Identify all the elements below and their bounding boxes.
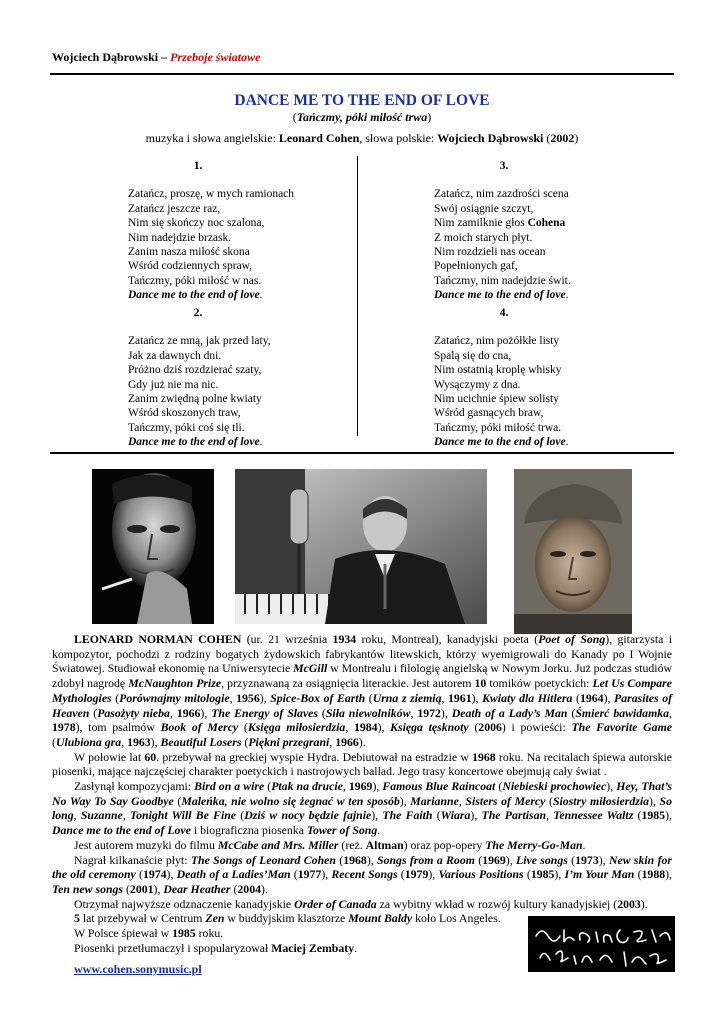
verse-line xyxy=(128,406,271,420)
bio-run: ), xyxy=(554,867,565,882)
verse-line-run: Z moich starych płyt. xyxy=(434,231,533,244)
verse-line xyxy=(434,187,574,201)
bio-paragraph xyxy=(52,838,672,853)
bio-run: tomików poetyckich: xyxy=(486,676,593,691)
bio-run: Live songs xyxy=(516,852,568,867)
bio-run: 2006 xyxy=(478,720,502,735)
bio-run: The Faith xyxy=(382,808,433,823)
bio-paragraph xyxy=(52,853,672,897)
verse-line-run: Popełnionych gaf, xyxy=(434,260,518,273)
verse-line-run: Nim ostatnią kroplę whisky xyxy=(434,364,562,377)
bio-run: Tower of Song xyxy=(306,823,378,838)
bio-run: McGill xyxy=(293,661,328,676)
bio-run: ). xyxy=(358,734,366,749)
bio-paragraph xyxy=(52,750,672,779)
bio-run: Marianne xyxy=(410,793,459,808)
bio-run: koło Los Angeles. xyxy=(412,911,501,926)
verse-line xyxy=(434,231,574,245)
bio-run: I’m Your Man xyxy=(564,867,635,882)
credits-run: Leonard Cohen xyxy=(278,131,360,145)
bio-run: ( xyxy=(545,793,553,808)
bio-run: 60 xyxy=(144,749,157,764)
credits-run: Wojciech Dąbrowski xyxy=(437,131,544,145)
bio-run: Maleńka, nie wolno się żegnać w ten sposób xyxy=(181,793,400,808)
verse-line-run: . xyxy=(259,436,263,449)
bio-run: ( xyxy=(241,734,249,749)
bio-run: ( xyxy=(318,705,326,720)
bio-run: 1934 xyxy=(332,632,357,646)
verse-line xyxy=(128,435,271,449)
verse-4 xyxy=(434,306,574,450)
bio-run: The Songs of Leonard Cohen xyxy=(190,852,336,867)
credits-run: ( xyxy=(543,131,551,145)
bio-run: , xyxy=(329,734,336,749)
bio-run: , przyznawaną za osiągnięcia literackie. Jest autorem xyxy=(221,676,475,691)
bio-run: , xyxy=(546,808,554,823)
verse-1 xyxy=(128,159,294,303)
song-credits xyxy=(0,131,724,146)
verse-line-run: Wśród gasnących braw, xyxy=(434,407,544,420)
bio-run: ( xyxy=(634,867,642,882)
verse-line xyxy=(434,378,574,392)
bio-run: Tonight Will Be Fine xyxy=(130,808,237,823)
bio-run: Zasłynął kompozycjami: xyxy=(74,779,195,794)
bio-run: ), xyxy=(372,779,383,794)
verse-line xyxy=(128,421,271,435)
bio-run: (ur. 21 września xyxy=(241,632,333,646)
verse-line xyxy=(128,187,294,201)
bio-run: 5 xyxy=(74,911,80,926)
bio-run: , xyxy=(229,690,237,705)
bio-run: ), xyxy=(150,734,161,749)
bio-paragraph xyxy=(52,632,672,750)
bio-run: roku. xyxy=(195,926,224,941)
bio-run: Zen xyxy=(205,911,225,926)
verse-line xyxy=(128,231,294,245)
bio-run: . przebywał na greckiej wyspie Hydra. Debiutował na estradzie w xyxy=(156,749,473,764)
bio-run: ( xyxy=(89,705,98,720)
bio-run: ), tom psalmów xyxy=(75,720,161,735)
song-title: DANCE ME TO THE END OF LOVE xyxy=(234,92,490,109)
verse-3 xyxy=(434,159,574,303)
bio-run: Urna z ziemią xyxy=(372,690,442,705)
bio-run: Dance me to the end of Love xyxy=(52,823,191,838)
verse-line-run: Gdy już nie ma nic. xyxy=(128,378,219,391)
bio-run: ), xyxy=(259,690,271,705)
bio-run: ), xyxy=(505,852,516,867)
bio-run: Famous Blue Raincoat xyxy=(382,779,496,794)
bio-run: Otrzymał najwyższe odznaczenie kanadyjskie xyxy=(74,896,295,911)
bio-run: . xyxy=(377,823,381,838)
verse-line-run: Zatańcz ze mną, jak przed laty, xyxy=(128,335,271,348)
cohen-hat-photo-3 xyxy=(514,469,632,634)
bio-run: ( xyxy=(567,705,576,720)
verse-line xyxy=(128,216,294,230)
bio-run: Poet of Song xyxy=(538,632,606,646)
verse-line-run: Tańczmy, nim nadejdzie świt. xyxy=(434,274,571,287)
bio-run: Various Positions xyxy=(438,867,524,882)
bio-run: i biograficzna piosenka xyxy=(190,823,307,838)
verse-line xyxy=(128,378,271,392)
cohen-portrait-photo-1 xyxy=(92,469,214,624)
bio-run: 1985 xyxy=(641,808,666,823)
bio-run: Siła niewolników xyxy=(325,705,411,720)
bio-run: za wybitny wkład w rozwój kultury kanadyjskiej ( xyxy=(376,896,618,911)
bio-run: . xyxy=(582,837,586,852)
bio-run: ), xyxy=(603,690,615,705)
bio-run: ). xyxy=(261,881,268,896)
bio-run: ( xyxy=(264,779,272,794)
bio-run: , xyxy=(669,705,672,720)
bio-run: 1966 xyxy=(176,705,201,720)
bio-run: Songs from a Room xyxy=(377,852,475,867)
bio-run: Maciej Zembaty xyxy=(271,940,355,955)
bio-run: Death of a Lady’s Man xyxy=(451,705,568,720)
verse-line xyxy=(434,216,574,230)
bio-run: Bird on a wire xyxy=(194,779,265,794)
bio-run: , xyxy=(458,793,466,808)
bio-run: Nagrał kilkanaście płyt: xyxy=(74,852,191,867)
credits-run: , słowa polskie: xyxy=(359,131,438,145)
verse-line xyxy=(434,288,574,302)
verse-line xyxy=(128,288,294,302)
bio-run: ( xyxy=(495,779,503,794)
bio-run: 2001 xyxy=(129,881,154,896)
bio-run: 1968 xyxy=(472,749,496,764)
bio-run: 1985 xyxy=(530,867,555,882)
verse-line-run: Zatańcz, nim zazdrości scena xyxy=(434,188,569,201)
middle-divider xyxy=(50,452,674,454)
verse-line-run: Próżno dziś rozdzierać szaty, xyxy=(128,364,262,377)
bio-run: Beautiful Losers xyxy=(160,734,242,749)
bio-run: 10 xyxy=(474,676,487,691)
bio-run: ( xyxy=(474,852,483,867)
verse-line-run: Nim się skończy noc szalona, xyxy=(128,217,265,230)
bio-run: 2003 xyxy=(617,896,641,911)
verse-line-run: Dance me to the end of love xyxy=(128,289,260,302)
verse-line xyxy=(434,334,574,348)
bio-run: ( xyxy=(633,808,642,823)
bio-run: McCabe and Mrs. Miller xyxy=(217,837,339,852)
verse-line-run: Jak za dawnych dni. xyxy=(128,349,222,362)
bio-run: 2004 xyxy=(237,881,261,896)
verse-line-run: Nim nadejdzie brzask. xyxy=(128,231,232,244)
bio-run: roku. Na recitalach śpiewa autorskie piosenki, mające najczęściej charakter poetyckich i nastrojowych ballad. Jego trasy koncertowe obejmują cały świat . xyxy=(52,749,672,779)
bio-run: Order of Canada xyxy=(294,896,377,911)
bio-run: Pasożyty nieba xyxy=(97,705,170,720)
header-series: Przeboje światowe xyxy=(170,50,261,64)
bio-run: , xyxy=(342,779,349,794)
verse-line xyxy=(434,435,574,449)
bio-run: , xyxy=(122,808,130,823)
subtitle-close-paren: ) xyxy=(427,110,432,124)
bio-run: ( xyxy=(173,793,182,808)
bio-run: lat przebywał w Centrum xyxy=(79,911,206,926)
verse-line xyxy=(434,259,574,273)
verse-number: 2. xyxy=(193,307,203,319)
verse-line-run: Cohena xyxy=(527,217,566,230)
bio-run: ( xyxy=(111,690,120,705)
bio-run: ( xyxy=(397,867,405,882)
bio-run: ( xyxy=(572,690,580,705)
bio-run: ), xyxy=(665,808,672,823)
bio-run: , xyxy=(73,808,81,823)
bio-run: ), gitarzysta i kompozytor, pochodzi z rodziny bogatych żydowskich fabrykantów litewskich, którzy wyemigrowali do Kanady po I Wojnie Światowej. Studiował ekonomię na Uniwersytecie xyxy=(52,632,672,676)
bio-run: ), xyxy=(471,690,483,705)
verse-line-run: . xyxy=(565,289,569,302)
bio-run: Ptak na drucie xyxy=(271,779,343,794)
verse-line xyxy=(434,421,574,435)
bio-run: 1968 xyxy=(343,852,367,867)
bio-run: ( xyxy=(123,881,130,896)
bio-run: Tennessee Waltz xyxy=(553,808,634,823)
bio-run: w Montrealu i filologię angielską w Nowym Jorku. Już podczas studiów zdobył nagrodę xyxy=(52,661,672,691)
bio-run: So long xyxy=(52,793,672,823)
verse-line xyxy=(128,363,271,377)
bio-run: , xyxy=(410,705,418,720)
bio-run: ), xyxy=(371,808,383,823)
bio-paragraph xyxy=(52,911,512,926)
bio-run: The Favorite Game xyxy=(571,720,672,735)
verse-line-run: Wśród codziennych spraw, xyxy=(128,260,253,273)
bio-run: Suzanne xyxy=(80,808,123,823)
cohen-website-link[interactable]: www.cohen.sonymusic.pl xyxy=(74,962,202,976)
bio-paragraph xyxy=(52,941,512,956)
bio-paragraph xyxy=(52,926,512,941)
verse-line-run: Zanim nasza miłość skona xyxy=(128,246,250,259)
bio-run: Sisters of Mercy xyxy=(465,793,546,808)
bio-run: 1966 xyxy=(335,734,359,749)
bio-run: ). xyxy=(640,896,648,911)
bio-run: ), xyxy=(166,867,177,882)
bio-run: ( xyxy=(135,867,143,882)
bio-run: The Partisan xyxy=(481,808,547,823)
verse-line xyxy=(434,245,574,259)
verse-number: 3. xyxy=(499,160,509,172)
verse-number: 1. xyxy=(193,160,203,172)
cohen-studio-photo-2 xyxy=(235,469,487,624)
credits-run: muzyka i słowa angielskie: xyxy=(145,131,279,145)
bio-run: 1973 xyxy=(575,852,599,867)
verse-line-run: Wysączymy z dna. xyxy=(434,378,521,391)
verse-line xyxy=(434,349,574,363)
verse-line-run: Tańczmy, póki miłość trwa. xyxy=(434,421,562,434)
bio-run: Spice-Box of Earth xyxy=(270,690,366,705)
bio-run: Dziś w nocy będzie fajnie xyxy=(244,808,372,823)
bio-paragraph xyxy=(52,779,672,838)
verse-line-run: Spalą się do cna, xyxy=(434,349,512,362)
bio-run: Jest autorem muzyki do filmu xyxy=(74,837,218,852)
verse-2 xyxy=(128,306,271,450)
song-subtitle xyxy=(0,110,724,125)
verse-line-run: Dance me to the end of love xyxy=(128,436,260,449)
bio-run: 1972 xyxy=(417,705,441,720)
verse-line-run: Swój osiągnie szczyt, xyxy=(434,202,534,215)
bio-run: ( xyxy=(567,852,576,867)
header-author: Wojciech Dąbrowski – xyxy=(52,50,168,64)
bio-run: 1956 xyxy=(236,690,260,705)
verse-line xyxy=(434,274,574,288)
bio-run: Księga tęsknoty xyxy=(390,720,469,735)
verse-line xyxy=(128,245,294,259)
verse-line-run: Zatańcz, proszę, w mych ramionach xyxy=(128,188,295,201)
bio-run: 1977 xyxy=(297,867,322,882)
bio-run: 1963 xyxy=(127,734,151,749)
verse-line xyxy=(128,274,294,288)
bio-run: ), xyxy=(153,881,164,896)
bio-run: Porównajmy mitologie xyxy=(119,690,230,705)
bio-run: 1964 xyxy=(579,690,604,705)
bio-run: Death of a Ladies’Man xyxy=(176,867,291,882)
bio-run: Ten new songs xyxy=(52,881,124,896)
bio-run: W połowie lat xyxy=(74,749,145,764)
bio-run: 1969 xyxy=(482,852,506,867)
verse-line-run: Zatańcz, nim pożółkłe listy xyxy=(434,335,560,348)
verse-line xyxy=(128,259,294,273)
verse-line-run: Dance me to the end of love xyxy=(434,436,566,449)
page-header xyxy=(52,50,260,65)
verse-line xyxy=(128,349,271,363)
bio-run: roku, Montreal), kanadyjski poeta ( xyxy=(356,632,539,646)
bio-run: Parasites of Heaven xyxy=(52,690,673,720)
verse-line-run: Tańczmy, póki miłość w nas. xyxy=(128,274,262,287)
subtitle-text: Tańczmy, póki miłość trwa xyxy=(296,110,428,124)
bio-run: ( xyxy=(52,734,56,749)
verse-line-run: Nim zamilknie głos xyxy=(434,217,528,230)
bio-run: ), xyxy=(440,705,452,720)
bio-run: Dear Heather xyxy=(163,881,231,896)
bio-run: ), xyxy=(366,852,378,867)
bio-run: Piosenki przetłumaczył i spopularyzował xyxy=(74,940,272,955)
bio-run: Śmierć bawidamka xyxy=(575,705,670,720)
verse-line-run: Zatańcz jeszcze raz, xyxy=(128,202,221,215)
bio-run: ( xyxy=(236,808,245,823)
bio-run: ), xyxy=(399,793,411,808)
bio-run: Siostry miłosierdzia xyxy=(552,793,650,808)
verse-line xyxy=(434,202,574,216)
bio-run: ( xyxy=(468,720,479,735)
bio-run: Niebieski prochowiec xyxy=(502,779,607,794)
bio-run: , xyxy=(169,705,177,720)
verse-line-run: Nim rozdzieli nas ocean xyxy=(434,246,546,259)
verse-line-run: . xyxy=(565,436,569,449)
bio-run: The Energy of Slaves xyxy=(211,705,319,720)
bio-run: w buddyjskim klasztorze xyxy=(224,911,349,926)
bio-run: , xyxy=(121,734,128,749)
bio-run: ), xyxy=(598,852,609,867)
bio-run: 1985 xyxy=(172,926,196,941)
bio-run: Kwiaty dla Hitlera xyxy=(482,690,573,705)
bio-run: ( xyxy=(290,867,298,882)
bio-run: 1961 xyxy=(448,690,472,705)
bio-run: LEONARD NORMAN COHEN xyxy=(74,632,242,646)
bio-run: McNaughton Prize xyxy=(128,676,222,691)
verse-line xyxy=(434,363,574,377)
bio-run: Hey, That’s No Way To Say Goodbye xyxy=(52,779,673,808)
verse-line-run: Zanim zwiędną polne kwiaty xyxy=(128,393,262,406)
bio-run: ) i powieści: xyxy=(501,720,572,735)
bio-run: ), xyxy=(377,720,391,735)
bio-run: 1969 xyxy=(348,779,373,794)
bio-run: Księga miłosierdzia xyxy=(247,720,346,735)
bio-run: ), xyxy=(200,705,212,720)
bio-run: ), xyxy=(649,793,660,808)
bio-run: 1974 xyxy=(142,867,167,882)
bio-run: ( xyxy=(365,690,373,705)
verse-line-run: Tańczmy, póki coś się tli. xyxy=(128,421,245,434)
bio-run: ), xyxy=(470,808,482,823)
bio-run: The Merry-Go-Man xyxy=(485,837,583,852)
bio-run: 1988 xyxy=(641,867,666,882)
top-divider xyxy=(50,73,674,75)
bio-run: ), xyxy=(428,867,439,882)
verse-number: 4. xyxy=(499,307,509,319)
verse-line-run: Nim ucichnie śpiew solisty xyxy=(434,393,559,406)
verse-line-run: . xyxy=(259,289,263,302)
bio-run: ( xyxy=(432,808,441,823)
bio-run: , xyxy=(345,720,354,735)
bio-run: Wiara xyxy=(440,808,471,823)
bio-run: ), xyxy=(321,867,332,882)
credits-run: 2002 xyxy=(550,131,575,145)
bio-run: , xyxy=(441,690,448,705)
bio-run: ), xyxy=(665,867,673,882)
bio-run: Recent Songs xyxy=(331,867,398,882)
bio-run: ( xyxy=(523,867,531,882)
bio-run: 1978 xyxy=(52,720,76,735)
bio-run: Let Us Compare Mythologies xyxy=(52,676,672,705)
bio-run: ) oraz pop-opery xyxy=(403,837,486,852)
verse-line xyxy=(434,406,574,420)
bio-run: Ulubiona gra xyxy=(55,734,122,749)
verse-line xyxy=(128,334,271,348)
bio-run: Mount Baldy xyxy=(348,911,413,926)
bio-run: Piękni przegrani xyxy=(248,734,330,749)
bio-run: . xyxy=(354,940,358,955)
bio-run: Altman xyxy=(365,837,404,852)
verse-line-run: Dance me to the end of love xyxy=(434,289,566,302)
subtitle-open-paren: ( xyxy=(292,110,297,124)
verse-line-run: Wśród skoszonych traw, xyxy=(128,407,241,420)
bio-run: ( xyxy=(238,720,248,735)
bio-run: ( xyxy=(335,852,344,867)
bio-run: ), xyxy=(606,779,617,794)
bio-run: W Polsce śpiewał w xyxy=(74,926,173,941)
bio-paragraph xyxy=(52,897,672,912)
biography xyxy=(52,632,672,955)
verse-line xyxy=(434,392,574,406)
bio-run: 1979 xyxy=(404,867,429,882)
verse-line xyxy=(128,392,271,406)
signature-image xyxy=(528,916,675,972)
bio-run: 1984 xyxy=(353,720,378,735)
verse-line xyxy=(128,202,294,216)
bio-run: Book of Mercy xyxy=(160,720,239,735)
bio-run: ( xyxy=(230,881,238,896)
bio-run: New skin for the old ceremony xyxy=(52,852,672,882)
bio-run: (reż. xyxy=(338,837,366,852)
column-divider xyxy=(357,156,358,436)
credits-run: ) xyxy=(574,131,579,145)
